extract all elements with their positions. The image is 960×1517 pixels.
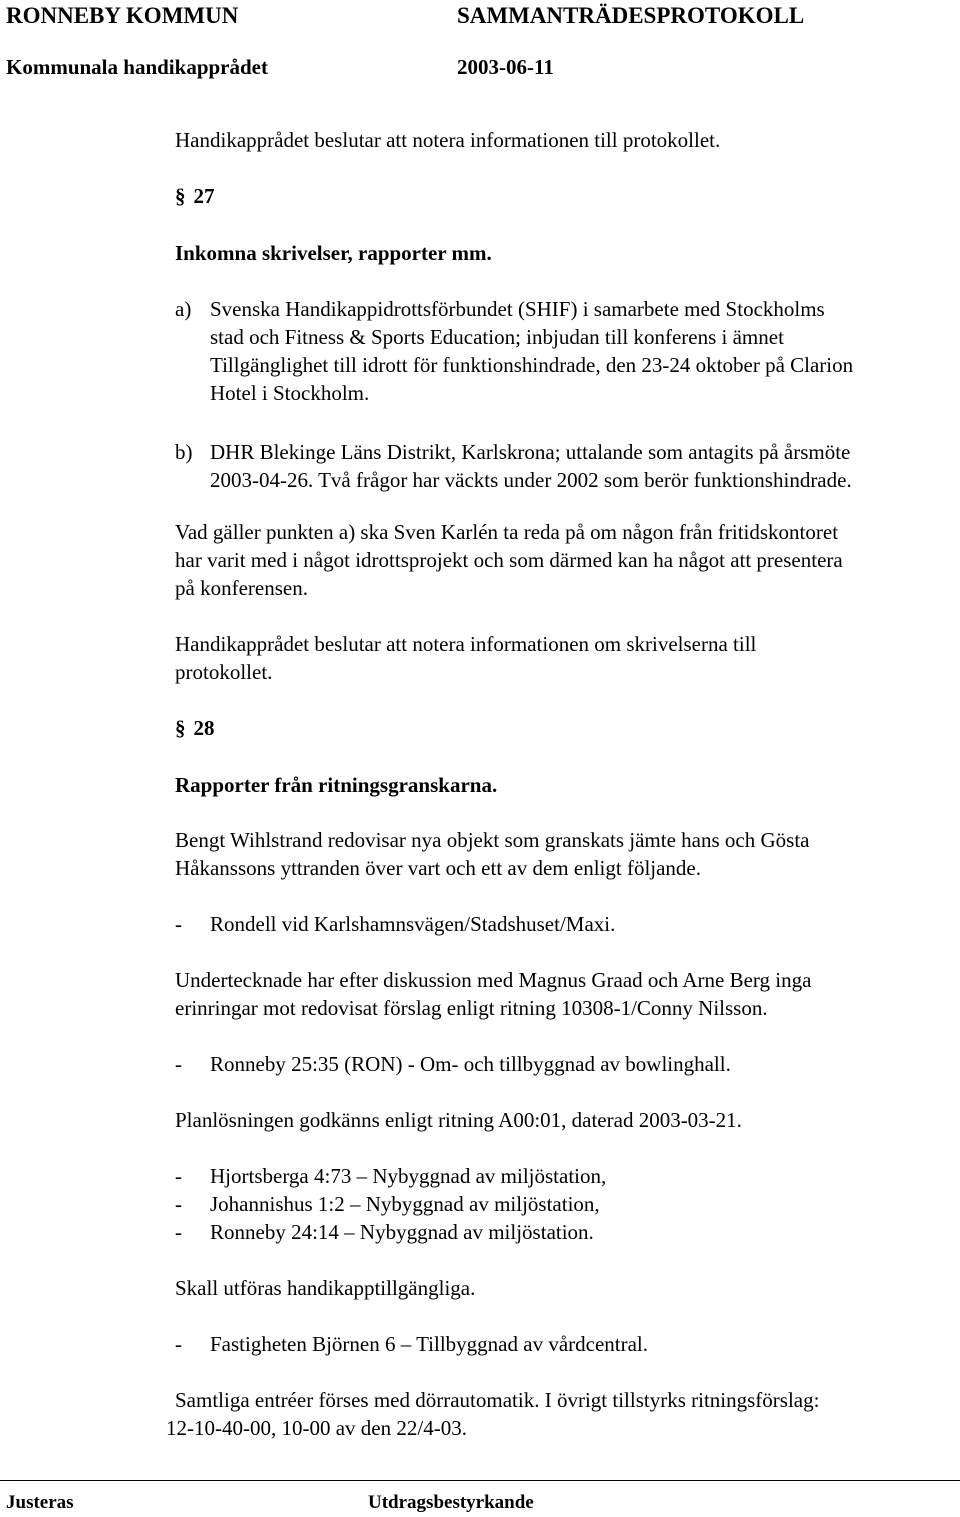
s28-item2: Ronneby 25:35 (RON) - Om- och tillbyggnad av bowlinghall. — [210, 1052, 731, 1076]
s28-items3-dash-3: - — [175, 1220, 182, 1244]
s28-para5-line-2: 12-10-40-00, 10-00 av den 22/4-03. — [166, 1416, 467, 1440]
section-27-symbol: § 27 — [175, 184, 215, 208]
s28-item1-dash: - — [175, 912, 182, 936]
item-a-line-4: Hotel i Stockholm. — [210, 381, 370, 405]
s28-para2-line-1: Undertecknade har efter diskussion med Magnus Graad och Arne Berg inga — [175, 968, 812, 992]
footer-utdragsbestyrkande: Utdragsbestyrkande — [368, 1492, 534, 1513]
s27-para2-line-2: protokollet. — [175, 660, 273, 684]
s28-para1-line-1: Bengt Wihlstrand redovisar nya objekt som granskats jämte hans och Gösta — [175, 828, 810, 852]
item-b-line-2: 2003-04-26. Två frågor har väckts under 2002 som berör funktionshindrade. — [210, 468, 852, 492]
s28-item1: Rondell vid Karlshamnsvägen/Stadshuset/Maxi. — [210, 912, 616, 936]
s28-items3-1: Hjortsberga 4:73 – Nybyggnad av miljöstation, — [210, 1164, 607, 1188]
section-28-heading: Rapporter från ritningsgranskarna. — [175, 773, 498, 797]
item-b-line-1: DHR Blekinge Läns Distrikt, Karlskrona; uttalande som antagits på årsmöte — [210, 440, 851, 464]
s28-item4-dash: - — [175, 1332, 182, 1356]
footer-justeras: Justeras — [6, 1492, 74, 1513]
s28-item4: Fastigheten Björnen 6 – Tillbyggnad av vårdcentral. — [210, 1332, 649, 1356]
s28-items3-2: Johannishus 1:2 – Nybyggnad av miljöstation, — [210, 1192, 600, 1216]
intro-paragraph: Handikapprådet beslutar att notera informationen till protokollet. — [175, 128, 721, 152]
s27-para1-line-2: har varit med i något idrottsprojekt och som därmed kan ha något att presentera — [175, 548, 843, 572]
s27-para1-line-1: Vad gäller punkten a) ska Sven Karlén ta reda på om någon från fritidskontoret — [175, 520, 839, 544]
section-28-symbol: § 28 — [175, 716, 215, 740]
item-a-label: a) — [175, 297, 192, 321]
section-27-heading: Inkomna skrivelser, rapporter mm. — [175, 241, 492, 265]
s28-items3-dash-2: - — [175, 1192, 182, 1216]
header-doc-type: SAMMANTRÄDESPROTOKOLL — [457, 3, 805, 28]
section-27-number: 27 — [193, 184, 215, 208]
s28-para5-line-1: Samtliga entréer förses med dörrautomatik. I övrigt tillstyrks ritningsförslag: — [175, 1388, 820, 1412]
footer-divider — [0, 1480, 960, 1481]
s28-item2-dash: - — [175, 1052, 182, 1076]
s28-para3: Planlösningen godkänns enligt ritning A00:01, daterad 2003-03-21. — [175, 1108, 742, 1132]
item-a-line-1: Svenska Handikappidrottsförbundet (SHIF) i samarbete med Stockholms — [210, 297, 825, 321]
s28-para1-line-2: Håkanssons yttranden över vart och ett av dem enligt följande. — [175, 856, 702, 880]
s27-para1-line-3: på konferensen. — [175, 576, 308, 600]
s28-items3-dash-1: - — [175, 1164, 182, 1188]
s28-para4: Skall utföras handikapptillgängliga. — [175, 1276, 476, 1300]
header-org: RONNEBY KOMMUN — [6, 3, 239, 28]
s28-para2-line-2: erinringar mot redovisat förslag enligt ritning 10308-1/Conny Nilsson. — [175, 996, 768, 1020]
item-a-line-3: Tillgänglighet till idrott för funktionshindrade, den 23-24 oktober på Clarion — [210, 353, 854, 377]
item-b-label: b) — [175, 440, 193, 464]
header-committee: Kommunala handikapprådet — [6, 55, 268, 79]
header-date: 2003-06-11 — [457, 55, 554, 79]
item-a-line-2: stad och Fitness & Sports Education; inbjudan till konferens i ämnet — [210, 325, 784, 349]
s28-items3-3: Ronneby 24:14 – Nybyggnad av miljöstation. — [210, 1220, 594, 1244]
s27-para2-line-1: Handikapprådet beslutar att notera informationen om skrivelserna till — [175, 632, 757, 656]
section-28-number: 28 — [193, 716, 215, 740]
